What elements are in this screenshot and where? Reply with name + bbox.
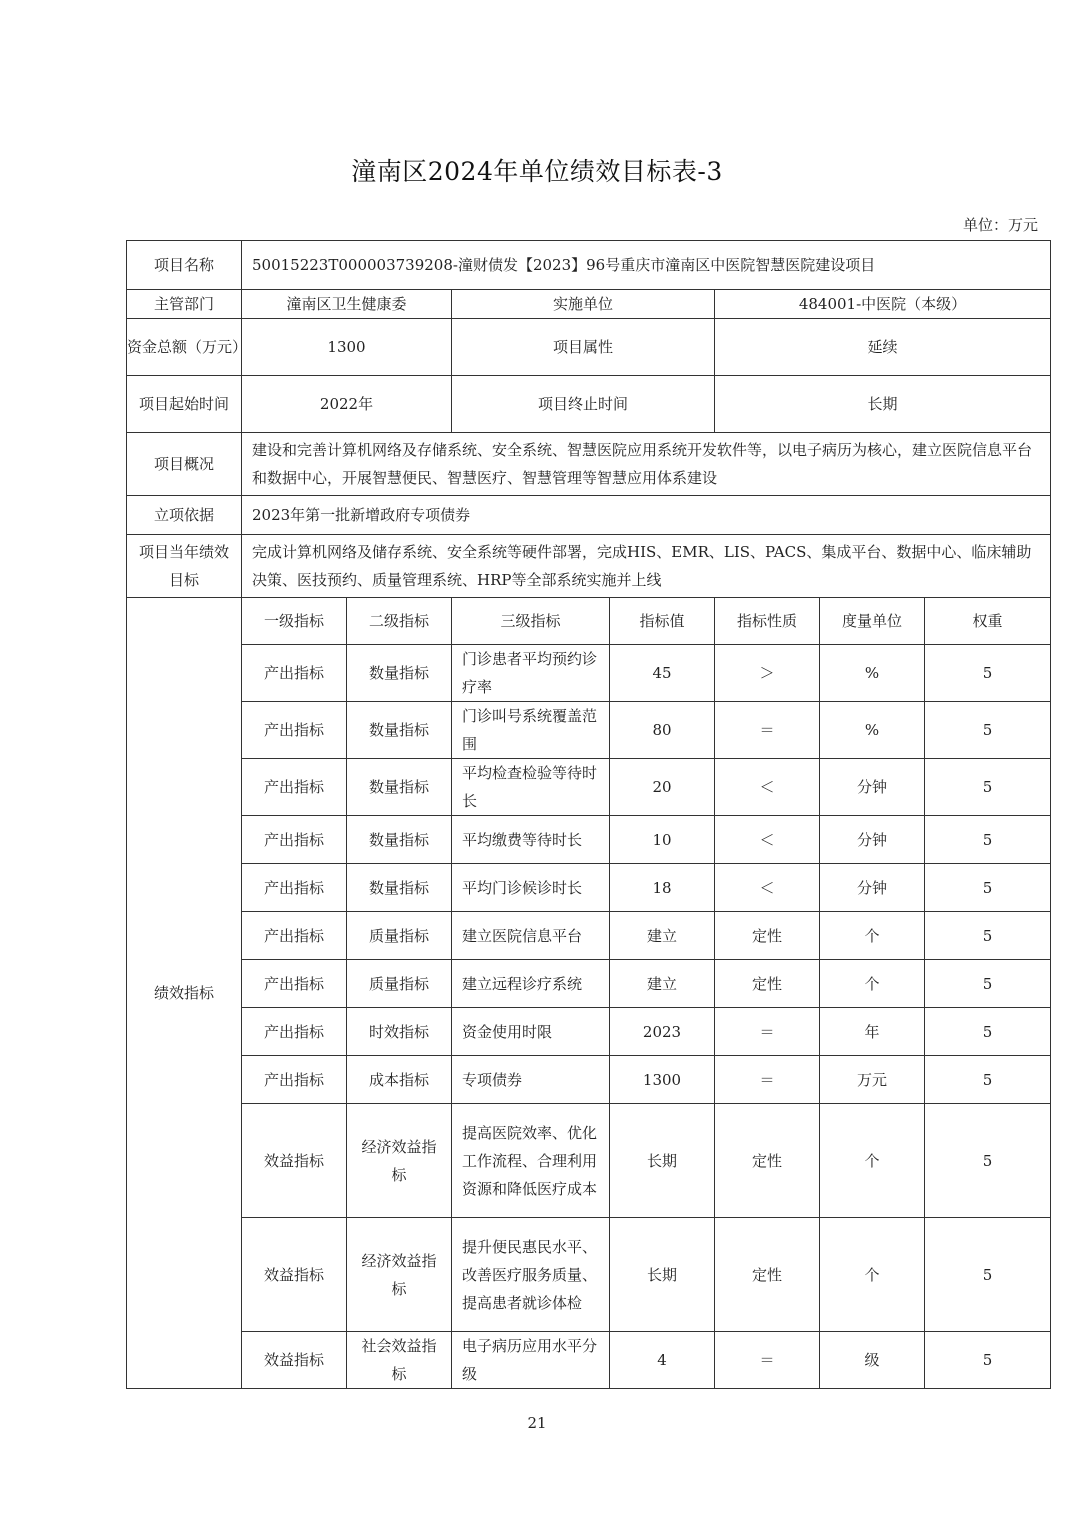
indicator-cell: ＝ <box>715 1008 820 1056</box>
indicator-cell: 5 <box>925 1218 1051 1332</box>
indicator-header-cell: 指标性质 <box>715 598 820 645</box>
indicator-row <box>127 864 1051 912</box>
performance-table <box>126 240 1051 1389</box>
funds-label: 资金总额（万元） <box>127 319 242 376</box>
indicator-row <box>127 702 1051 759</box>
indicator-cell: 建立远程诊疗系统 <box>452 960 610 1008</box>
indicator-cell: 长期 <box>610 1218 715 1332</box>
indicator-cell: 数量指标 <box>347 645 452 702</box>
indicator-cell: ＜ <box>715 759 820 816</box>
indicator-cell: 经济效益指标 <box>347 1218 452 1332</box>
attr-label: 项目属性 <box>452 319 715 376</box>
indicator-header-cell: 度量单位 <box>820 598 925 645</box>
indicator-cell: 产出指标 <box>242 816 347 864</box>
indicator-cell: 5 <box>925 1332 1051 1389</box>
indicator-cell: 个 <box>820 960 925 1008</box>
indicator-cell: 个 <box>820 1104 925 1218</box>
indicator-cell: 个 <box>820 912 925 960</box>
indicator-cell: 5 <box>925 1008 1051 1056</box>
indicator-cell: 产出指标 <box>242 864 347 912</box>
indicator-cell: 定性 <box>715 1218 820 1332</box>
indicator-cell: 长期 <box>610 1104 715 1218</box>
indicator-cell: 数量指标 <box>347 702 452 759</box>
start-value: 2022年 <box>242 376 452 433</box>
indicator-cell: % <box>820 645 925 702</box>
indicator-row <box>127 816 1051 864</box>
indicator-cell: 定性 <box>715 1104 820 1218</box>
indicator-header-row <box>127 598 1051 645</box>
indicator-row <box>127 912 1051 960</box>
indicator-section-label: 绩效指标 <box>127 598 242 1389</box>
indicator-cell: 产出指标 <box>242 702 347 759</box>
indicator-cell: 万元 <box>820 1056 925 1104</box>
indicator-row <box>127 1008 1051 1056</box>
page-title: 潼南区2024年单位绩效目标表-3 <box>351 157 723 186</box>
indicator-cell: 2023 <box>610 1008 715 1056</box>
indicator-cell: 5 <box>925 912 1051 960</box>
goal-value: 完成计算机网络及储存系统、安全系统等硬件部署，完成HIS、EMR、LIS、PACS、集成平台、数据中心、临床辅助决策、医技预约、质量管理系统、HRP等全部系统实施并上线 <box>242 535 1051 598</box>
indicator-cell: ＝ <box>715 1332 820 1389</box>
indicator-cell: 80 <box>610 702 715 759</box>
indicator-cell: 5 <box>925 864 1051 912</box>
indicator-cell: 产出指标 <box>242 759 347 816</box>
indicator-cell: % <box>820 702 925 759</box>
indicator-cell: 产出指标 <box>242 960 347 1008</box>
indicator-cell: 资金使用时限 <box>452 1008 610 1056</box>
indicator-cell: 电子病历应用水平分级 <box>452 1332 610 1389</box>
indicator-header-cell: 二级指标 <box>347 598 452 645</box>
indicator-cell: 平均门诊候诊时长 <box>452 864 610 912</box>
indicator-cell: 10 <box>610 816 715 864</box>
indicator-cell: 产出指标 <box>242 1056 347 1104</box>
indicator-cell: 门诊患者平均预约诊疗率 <box>452 645 610 702</box>
indicator-cell: 提高医院效率、优化工作流程、合理利用资源和降低医疗成本 <box>452 1104 610 1218</box>
dept-label: 主管部门 <box>127 290 242 319</box>
indicator-row <box>127 960 1051 1008</box>
indicator-cell: 数量指标 <box>347 816 452 864</box>
indicator-row <box>127 1332 1051 1389</box>
indicator-cell: 5 <box>925 645 1051 702</box>
indicator-cell: 提升便民惠民水平、改善医疗服务质量、提高患者就诊体检 <box>452 1218 610 1332</box>
end-label: 项目终止时间 <box>452 376 715 433</box>
indicator-cell: 产出指标 <box>242 1008 347 1056</box>
indicator-cell: 4 <box>610 1332 715 1389</box>
indicator-cell: 经济效益指标 <box>347 1104 452 1218</box>
indicator-cell: 平均检查检验等待时长 <box>452 759 610 816</box>
indicator-cell: 建立 <box>610 912 715 960</box>
indicator-cell: 1300 <box>610 1056 715 1104</box>
impl-value: 484001-中医院（本级） <box>715 290 1051 319</box>
indicator-cell: 分钟 <box>820 816 925 864</box>
indicator-cell: 建立 <box>610 960 715 1008</box>
indicator-cell: 效益指标 <box>242 1218 347 1332</box>
indicator-cell: 定性 <box>715 960 820 1008</box>
project-name-label: 项目名称 <box>127 241 242 290</box>
indicator-header-cell: 权重 <box>925 598 1051 645</box>
indicator-cell: 数量指标 <box>347 759 452 816</box>
indicator-cell: 20 <box>610 759 715 816</box>
indicator-cell: 建立医院信息平台 <box>452 912 610 960</box>
indicator-cell: 社会效益指标 <box>347 1332 452 1389</box>
indicator-cell: 成本指标 <box>347 1056 452 1104</box>
indicator-cell: 产出指标 <box>242 645 347 702</box>
indicator-cell: 质量指标 <box>347 960 452 1008</box>
unit-label: 单位：万元 <box>962 216 1038 234</box>
basis-value: 2023年第一批新增政府专项债券 <box>242 496 1051 535</box>
project-name-value: 50015223T000003739208-潼财债发【2023】96号重庆市潼南区中医院智慧医院建设项目 <box>242 241 1051 290</box>
indicator-cell: 分钟 <box>820 864 925 912</box>
indicator-row <box>127 1218 1051 1332</box>
indicator-cell: 45 <box>610 645 715 702</box>
indicator-cell: 5 <box>925 759 1051 816</box>
indicator-cell: 定性 <box>715 912 820 960</box>
indicator-cell: ＝ <box>715 1056 820 1104</box>
indicator-cell: ＝ <box>715 702 820 759</box>
indicator-cell: 效益指标 <box>242 1104 347 1218</box>
attr-value: 延续 <box>715 319 1051 376</box>
indicator-cell: ＜ <box>715 864 820 912</box>
indicator-cell: 分钟 <box>820 759 925 816</box>
indicator-header-cell: 三级指标 <box>452 598 610 645</box>
indicator-cell: ＜ <box>715 816 820 864</box>
indicator-cell: 5 <box>925 702 1051 759</box>
overview-label: 项目概况 <box>127 433 242 496</box>
funds-value: 1300 <box>242 319 452 376</box>
dept-value: 潼南区卫生健康委 <box>242 290 452 319</box>
indicator-cell: 产出指标 <box>242 912 347 960</box>
indicator-cell: 门诊叫号系统覆盖范围 <box>452 702 610 759</box>
overview-value: 建设和完善计算机网络及存储系统、安全系统、智慧医院应用系统开发软件等，以电子病历为核心，建立医院信息平台和数据中心，开展智慧便民、智慧医疗、智慧管理等智慧应用体系建设 <box>242 433 1051 496</box>
indicator-cell: 5 <box>925 816 1051 864</box>
indicator-cell: 数量指标 <box>347 864 452 912</box>
basis-label: 立项依据 <box>127 496 242 535</box>
indicator-cell: 质量指标 <box>347 912 452 960</box>
end-value: 长期 <box>715 376 1051 433</box>
indicator-header-cell: 指标值 <box>610 598 715 645</box>
indicator-cell: 专项债券 <box>452 1056 610 1104</box>
goal-label: 项目当年绩效目标 <box>127 535 242 598</box>
indicator-cell: 5 <box>925 1104 1051 1218</box>
indicator-cell: 5 <box>925 960 1051 1008</box>
indicator-cell: 年 <box>820 1008 925 1056</box>
indicator-cell: 级 <box>820 1332 925 1389</box>
indicator-cell: 时效指标 <box>347 1008 452 1056</box>
indicator-cell: 5 <box>925 1056 1051 1104</box>
indicator-cell: ＞ <box>715 645 820 702</box>
start-label: 项目起始时间 <box>127 376 242 433</box>
indicator-cell: 个 <box>820 1218 925 1332</box>
indicator-cell: 平均缴费等待时长 <box>452 816 610 864</box>
indicator-row <box>127 1104 1051 1218</box>
indicator-header-cell: 一级指标 <box>242 598 347 645</box>
indicator-row <box>127 1056 1051 1104</box>
page-number: 21 <box>527 1414 547 1432</box>
impl-label: 实施单位 <box>452 290 715 319</box>
indicator-row <box>127 759 1051 816</box>
indicator-row <box>127 645 1051 702</box>
indicator-cell: 18 <box>610 864 715 912</box>
indicator-cell: 效益指标 <box>242 1332 347 1389</box>
